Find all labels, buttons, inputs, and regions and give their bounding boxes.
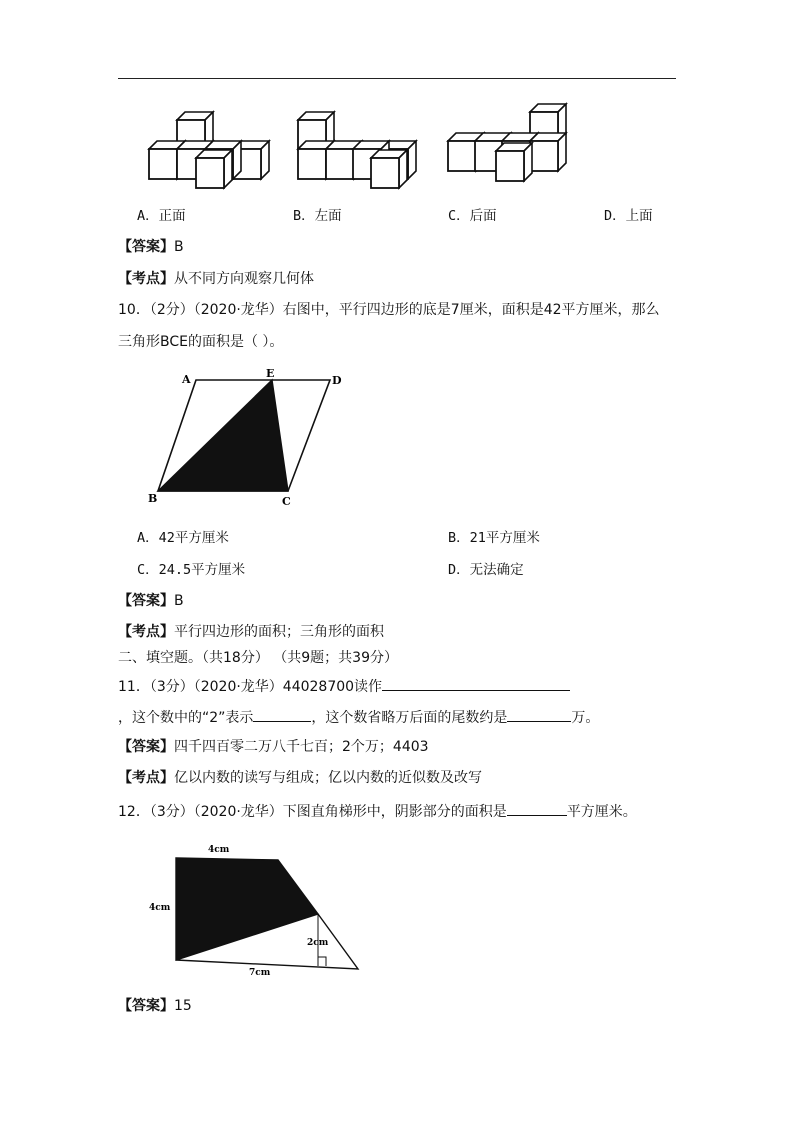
section-heading: 二、填空题。（共18分） （共9题；共39分） — [118, 650, 398, 666]
label-left: 4cm — [149, 903, 171, 913]
header-rule — [118, 78, 676, 79]
q12-blank-area[interactable] — [507, 801, 567, 816]
label-e: E — [266, 367, 275, 380]
q10-option-a[interactable]: A．42平方厘米 — [137, 530, 229, 546]
q10-answer-value: B — [174, 593, 184, 609]
q9-option-a[interactable]: A．正面 — [137, 208, 186, 224]
q9-answer-tag: 【答案】 — [118, 239, 174, 255]
label-bottom: 7cm — [249, 968, 271, 978]
q12-stem-text-b: 平方厘米。 — [566, 804, 637, 820]
cube-group-3 — [448, 104, 566, 181]
q11-point-value: 亿以内数的读写与组成；亿以内数的近似数及改写 — [174, 770, 482, 786]
q11-point — [118, 769, 482, 787]
q10-point-value: 平行四边形的面积；三角形的面积 — [174, 624, 384, 640]
q11-blank-digit-meaning[interactable] — [253, 707, 311, 722]
right-angle-mark — [318, 957, 326, 966]
q9-option-d[interactable]: D．上面 — [604, 208, 653, 224]
q11-stem-line1 — [118, 676, 570, 696]
q11-answer-value: 四千四百零二万八千七百；2个万；4403 — [174, 739, 429, 755]
q12-answer — [118, 997, 192, 1015]
q10-option-b[interactable]: B．21平方厘米 — [448, 530, 540, 546]
label-top: 4cm — [208, 845, 230, 855]
label-a: A — [182, 373, 191, 386]
q12-answer-tag: 【答案】 — [118, 998, 174, 1014]
q10-option-c[interactable]: C．24.5平方厘米 — [137, 562, 246, 578]
q11-answer-tag: 【答案】 — [118, 739, 174, 755]
q10-stem-line1: 10．（2分）（2020·龙华）右图中，平行四边形的底是7厘米，面积是42平方厘米，那么 — [118, 302, 660, 318]
q10-answer — [118, 592, 184, 610]
q10-option-d[interactable]: D．无法确定 — [448, 562, 524, 578]
label-height: 2cm — [307, 938, 329, 948]
q9-point-tag: 【考点】 — [118, 271, 174, 287]
q9-answer-value: B — [174, 239, 184, 255]
q11-stem-text-c: 万。 — [571, 710, 600, 726]
q11-blank-reading[interactable] — [382, 676, 570, 691]
trapezoid-figure — [140, 836, 380, 981]
q9-point — [118, 270, 314, 288]
q9-option-b[interactable]: B．左面 — [293, 208, 342, 224]
q11-point-tag: 【考点】 — [118, 770, 174, 786]
parallelogram-figure — [140, 366, 360, 511]
q11-stem-text: 11．（3分）（2020·龙华）44028700读作 — [118, 679, 383, 695]
q12-stem-text-a: 12．（3分）（2020·龙华）下图直角梯形中，阴影部分的面积是 — [118, 804, 507, 820]
q10-point — [118, 623, 384, 641]
q10-answer-tag: 【答案】 — [118, 593, 174, 609]
q11-answer — [118, 738, 429, 756]
q10-point-tag: 【考点】 — [118, 624, 174, 640]
q11-stem-line2 — [118, 707, 599, 727]
q11-stem-text-b: ，这个数省略万后面的尾数约是 — [311, 710, 508, 726]
shaded-region — [176, 858, 318, 960]
q10-stem-line2: 三角形BCE的面积是（ ）。 — [118, 334, 284, 350]
label-d: D — [332, 374, 342, 387]
q12-stem — [118, 801, 637, 821]
cube-group-2 — [298, 112, 416, 188]
label-c: C — [282, 495, 291, 508]
q9-answer — [118, 238, 184, 256]
q9-point-value: 从不同方向观察几何体 — [174, 271, 314, 287]
q12-answer-value: 15 — [174, 998, 192, 1014]
cube-group-1 — [149, 112, 269, 188]
q11-stem-text-a: ，这个数中的“2”表示 — [118, 710, 254, 726]
q9-option-c[interactable]: C．后面 — [448, 208, 497, 224]
label-b: B — [148, 492, 158, 505]
q11-blank-approx[interactable] — [507, 707, 571, 722]
cube-views-figure — [140, 98, 580, 190]
